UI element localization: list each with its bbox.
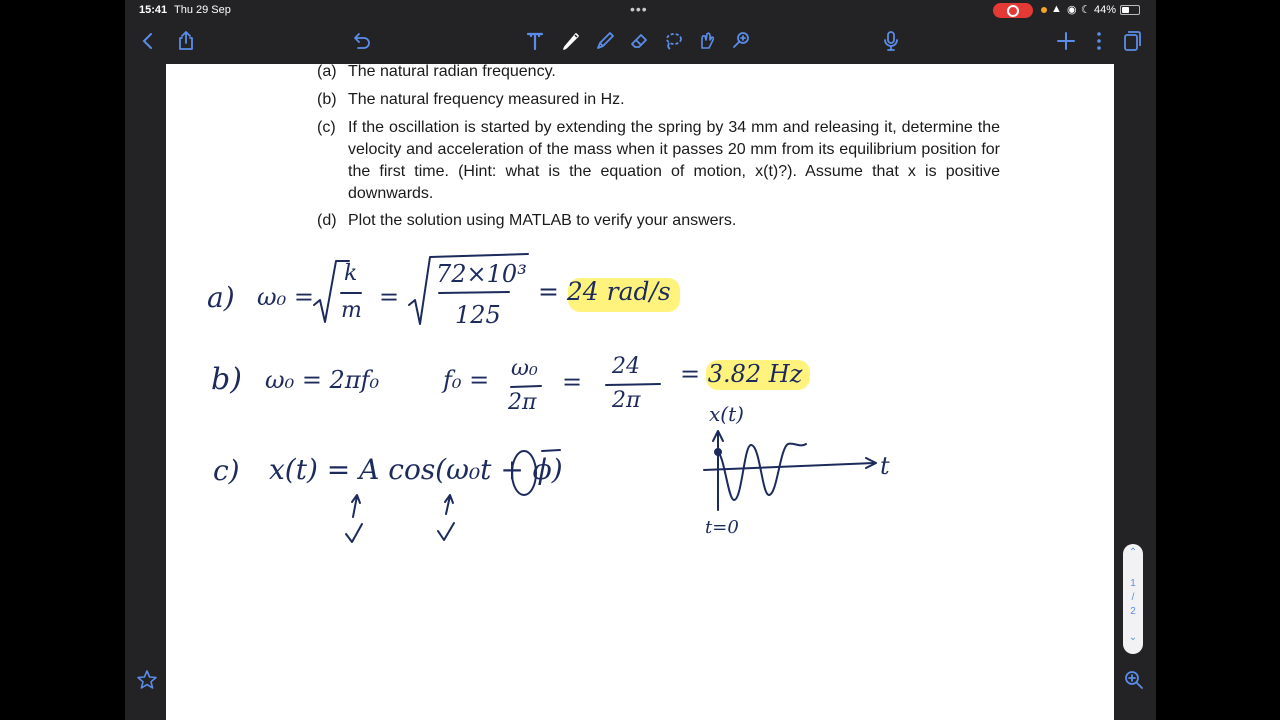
note-c-label: c) xyxy=(213,454,240,487)
screen-record-icon[interactable] xyxy=(993,3,1033,18)
eraser-icon[interactable] xyxy=(624,26,654,56)
start-dot xyxy=(715,449,721,455)
zoom-in-icon[interactable] xyxy=(1122,668,1146,692)
note-a-result: = 24 rad/s xyxy=(538,277,671,306)
question-c-text: If the oscillation is started by extending the spring by 34 mm and releasing it, determine the velocity and acceleration of the mass when it passes 20 mm from its equilibrium position for the first time. (Hint: what is the equation of motion, x(t)?). Assume that x is positive downwards. xyxy=(348,119,1000,202)
page-scroller[interactable] xyxy=(1123,544,1143,654)
note-b-24: 24 xyxy=(612,354,640,379)
moon-icon: ☾ xyxy=(1081,4,1091,16)
note-b-w0: ω₀ xyxy=(511,356,538,381)
scroll-up-icon[interactable]: ⌃ xyxy=(1128,547,1138,558)
pen-tool-icon[interactable] xyxy=(556,26,586,56)
tail-mark xyxy=(542,450,560,451)
page-separator: / xyxy=(1131,592,1135,603)
add-page-icon[interactable] xyxy=(1051,26,1081,56)
cosine-curve xyxy=(717,444,806,500)
question-d-text: Plot the solution using MATLAB to verify your answers. xyxy=(348,212,737,229)
note-a-eq: = xyxy=(379,283,400,311)
fraction-bar-72 xyxy=(439,292,509,293)
graph-y-label: x(t) xyxy=(709,402,744,426)
location-icon: ◉ xyxy=(1067,4,1077,16)
notes-app xyxy=(125,0,1156,720)
graph-t0-label: t=0 xyxy=(705,517,739,538)
note-b-result: = 3.82 Hz xyxy=(680,360,803,388)
toolbar xyxy=(125,22,1156,64)
question-b-label: (b) xyxy=(317,91,337,108)
note-a-k: k xyxy=(344,261,358,286)
graph-x-axis xyxy=(704,463,874,470)
pages-icon[interactable] xyxy=(1116,26,1146,56)
check-mark-1 xyxy=(346,524,362,542)
share-icon[interactable] xyxy=(171,26,201,56)
question-a-label: (a) xyxy=(317,64,337,80)
graph-x-label: t xyxy=(880,452,890,480)
note-c-equation: x(t) = A cos(ω₀t + ϕ) xyxy=(269,453,563,486)
note-a-w0: ω₀ = xyxy=(257,283,314,311)
scroll-down-icon[interactable]: ⌄ xyxy=(1128,632,1138,643)
question-c-label: (c) xyxy=(317,119,336,136)
page-current: 1 xyxy=(1130,578,1136,589)
question-a-text: The natural radian frequency. xyxy=(348,64,556,80)
favorite-star-icon[interactable] xyxy=(135,668,159,692)
status-time: 15:41 xyxy=(139,4,168,16)
highlighter-icon[interactable] xyxy=(590,26,620,56)
more-icon[interactable] xyxy=(1084,26,1114,56)
text-tool-icon[interactable] xyxy=(520,26,550,56)
home-indicator[interactable] xyxy=(380,709,651,714)
element-icon[interactable] xyxy=(692,26,722,56)
multitask-dots-icon[interactable]: ••• xyxy=(630,1,648,17)
battery-icon xyxy=(1120,5,1140,15)
question-d-label: (d) xyxy=(317,212,337,229)
zoom-tool-icon[interactable] xyxy=(726,26,756,56)
note-b-eq2: = xyxy=(562,368,583,396)
battery-fill xyxy=(1122,7,1129,13)
notebook-page[interactable] xyxy=(166,64,1114,720)
back-icon[interactable] xyxy=(133,26,163,56)
note-b-2pi-den: 2π xyxy=(612,388,641,413)
note-b-label: b) xyxy=(211,362,242,397)
fraction-bar-w0 xyxy=(511,386,541,387)
note-b-eq1: ω₀ = 2πf₀ xyxy=(265,366,380,394)
page-total: 2 xyxy=(1130,606,1136,617)
status-bar xyxy=(125,0,1156,22)
lasso-icon[interactable] xyxy=(658,26,688,56)
check-mark-2 xyxy=(438,523,454,540)
microphone-icon[interactable] xyxy=(876,26,906,56)
note-a-denominator: 125 xyxy=(455,301,501,329)
note-a-label: a) xyxy=(207,281,235,314)
question-b-text: The natural frequency measured in Hz. xyxy=(348,91,625,108)
undo-icon[interactable] xyxy=(346,26,376,56)
status-date: Thu 29 Sep xyxy=(174,4,231,16)
note-b-2pi: 2π xyxy=(508,390,537,415)
mic-indicator-icon xyxy=(1041,7,1047,13)
note-a-m: m xyxy=(341,298,362,323)
fraction-bar-24 xyxy=(606,384,660,385)
note-a-numerator: 72×10³ xyxy=(436,260,527,288)
wifi-icon: ▲ xyxy=(1051,3,1062,15)
battery-percent: 44% xyxy=(1094,4,1117,16)
note-b-f0: f₀ = xyxy=(443,366,490,394)
